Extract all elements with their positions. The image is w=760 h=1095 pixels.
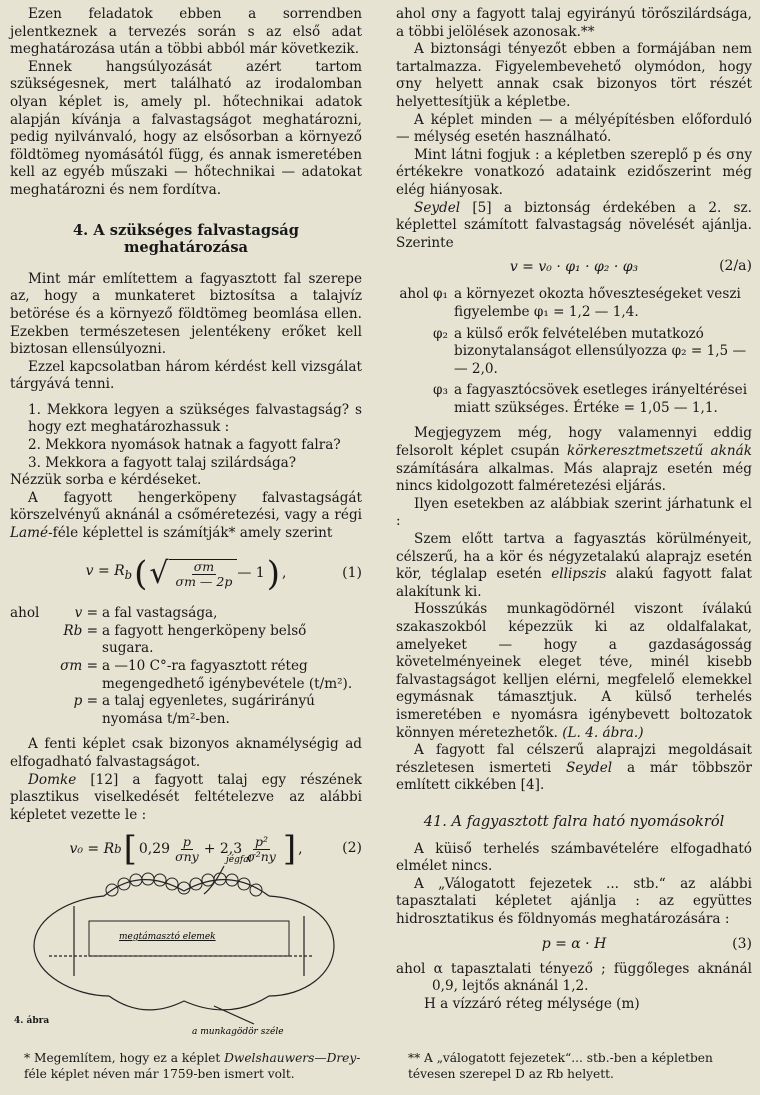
paragraph: Mint már említettem a fagyasztott fal szerepe az, hogy a munkateret biztosítsa a talajvíz betörése és a környező földtömeg beomlása ellen. Ezekben természetesen jelentékeny erőket kell biztosan ellensúlyozni. xyxy=(10,270,362,358)
phi-definitions: ahol φ₁ a környezet okozta hőveszteségeket veszi figyelembe φ₁ = 1,2 — 1,4. φ₂ a külső erők felvételében mutatkozó bizonytalanságot ellensúlyozza φ₂ = 1,5 — — 2,0. φ₃ a fagyasztócsövek esetleges irányeltérései miatt szükséges. Értéke = 1,05 — 1,1. xyxy=(399,286,748,416)
paragraph: A küiső terhelés számbavételére elfogadható elmélet nincs. xyxy=(396,840,752,875)
paragraph: Seydel [5] a biztonság érdekében a 2. sz. képlettel számított falvastagság növelését ajánlja. Szerinte xyxy=(396,199,752,251)
paragraph: A fagyott hengerköpeny falvastagságát körszelvényű aknánál a csőméretezési, vagy a régi Lamé-féle képlettel is számítják* amely szerint xyxy=(10,489,362,542)
paragraph: A képlet minden — a mélyépítésben előforduló — mélység esetén használható. xyxy=(396,111,752,146)
figure-label-edge: a munkagödör széle xyxy=(192,1027,284,1036)
figure-caption: 4. ábra xyxy=(14,1016,50,1026)
where-label: ahol xyxy=(10,604,40,621)
figure-label-jegfal: jégfal xyxy=(226,855,252,865)
paragraph: Szem előtt tartva a fagyasztás körülményeit, célszerű, ha a kör és négyzetalakú alaprajz esetén kör, téglalap esetén ellipszis alakú fagyott falat alakítunk ki. xyxy=(396,531,752,600)
paragraph: Ennek hangsúlyozását azért tartom szükségesnek, mert található az irodalomban olyan képlet is, amely pl. hőtechnikai adatok alapján kívánja a falvastagságot meghatározni, pedig nyilvánvaló, hogy az elsősorban a környező földtömeg nyomásától függ, és annak ismeretében kell az egyéb műszaki — hőtechnikai — adatokat meghatározni és nem fordítva. xyxy=(10,58,362,198)
list-item: 2. Mekkora nyomások hatnak a fagyott falra? xyxy=(28,437,341,454)
paragraph: Hosszúkás munkagödörnél viszont íválakú szakaszokból képezzük ki az oldalfalakat, amelyeket — hogy a gazdaságosság követelményeinek eleget téve, minél kisebb falvastagságot kelljen elérni, megfelelő elemekkel egymásnak támasztjuk. A külső terhelés ismeretében e nyomásra igénybevett boltozatok könnyen méretezhetők. (L. 4. ábra.) xyxy=(396,601,752,741)
paragraph: Ezen feladatok ebben a sorrendben jelentkeznek a tervezés során s az első adat meghatározása után a többi abból már következik. xyxy=(10,6,362,58)
equation-1: $v = R_b$ ( √ $\frac{\sigma m}{\sigma m — 2p}$ — 1 ) , (1) xyxy=(85,553,362,594)
shaft-diagram xyxy=(14,846,364,1036)
section-heading: 4. A szükséges falvastagság meghatározása xyxy=(73,221,299,257)
figure-label-elements: megtámasztó elemek xyxy=(119,932,216,942)
left-column xyxy=(10,6,362,874)
subsection-heading: 41. A fagyasztott falra ható nyomásokról xyxy=(423,812,725,830)
question-list xyxy=(10,402,362,472)
paragraph: Megjegyzem még, hogy valamennyi eddig felsorolt képlet csupán körkeresztmetszetű aknák számítására alkalmas. Más alaprajz esetén még nincs kidolgozott falméretezési eljárás. xyxy=(396,425,752,495)
paragraph: A „Válogatott fejezetek ... stb.“ az alábbi tapasztalati képletet ajánlja : az együttes hidrosztatikus és földnyomás meghatározására : xyxy=(396,875,752,927)
paragraph: Ezzel kapcsolatban három kérdést kell vizsgálat tárgyává tenni. xyxy=(10,358,362,393)
paragraph: A fagyott fal célszerű alaprajzi megoldásait részletesen ismerteti Seydel a már többször említett cikkében [4]. xyxy=(396,742,752,794)
paragraph: Mint látni fogjuk : a képletben szereplő p és σny értékekre vonatkozó adataink ezidőszerint még elég hiányosak. xyxy=(396,146,752,198)
footnote-right: ** A „válogatott fejezetek“... stb.-ben a képletben tévesen szerepel D az Rb helyett. xyxy=(408,1051,713,1081)
footnote-left: * Megemlítem, hogy ez a képlet Dwelshauwers—Drey-féle képlet néven már 1759-ben ismert volt. xyxy=(24,1051,361,1081)
paragraph: ahol σny a fagyott talaj egyirányú törőszilárdsága, a többi jelölések azonosak.** xyxy=(396,6,752,40)
paragraph: ahol α tapasztalati tényező ; függőleges aknánál 0,9, lejtős aknánál 1,2. xyxy=(396,960,752,995)
definitions: v = a fal vastagsága, Rb = a fagyott hengerköpeny belső sugara. σm = a —10 C°-ra fagyasztott réteg megengedhető igénybevétele (t/m²). p = a talaj egyenletes, sugárirányú nyomása t/m²-ben. xyxy=(60,605,353,727)
equation-2: v₀ = R b [ 0,29 $\frac{p}{\text{σny}}$ + 2,3 $\frac{\text{p²}}{\text{σ²ny}}$ ] , (2) xyxy=(69,829,362,870)
paragraph: A fenti képlet csak bizonyos aknamélységig ad elfogadható falvastagságot. xyxy=(10,736,362,770)
right-column xyxy=(396,6,752,1013)
paragraph: Ilyen esetekben az alábbiak szerint járhatunk el : xyxy=(396,495,752,530)
equation-3: p = α · H (3) xyxy=(541,935,752,952)
paragraph: Domke [12] a fagyott talaj egy részének plasztikus viselkedését feltételezve az alábbi képletet vezette le : xyxy=(10,771,362,823)
paragraph: Nézzük sorba e kérdéseket. xyxy=(10,472,202,489)
paragraph: H a vízzáró réteg mélysége (m) xyxy=(424,995,640,1012)
list-item: 1. Mekkora legyen a szükséges falvastagság? s hogy ezt meghatározhassuk : xyxy=(28,401,362,436)
paragraph: A biztonsági tényezőt ebben a formájában nem tartalmazza. Figyelembevehető olymódon, hogy σny helyett annak csak bizonyos tört részét helyettesítjük a képletbe. xyxy=(396,41,752,110)
equation-2a: v = v₀ · φ₁ · φ₂ · φ₃ (2/a) xyxy=(509,258,752,275)
list-item: 3. Mekkora a fagyott talaj szilárdsága? xyxy=(28,454,297,471)
